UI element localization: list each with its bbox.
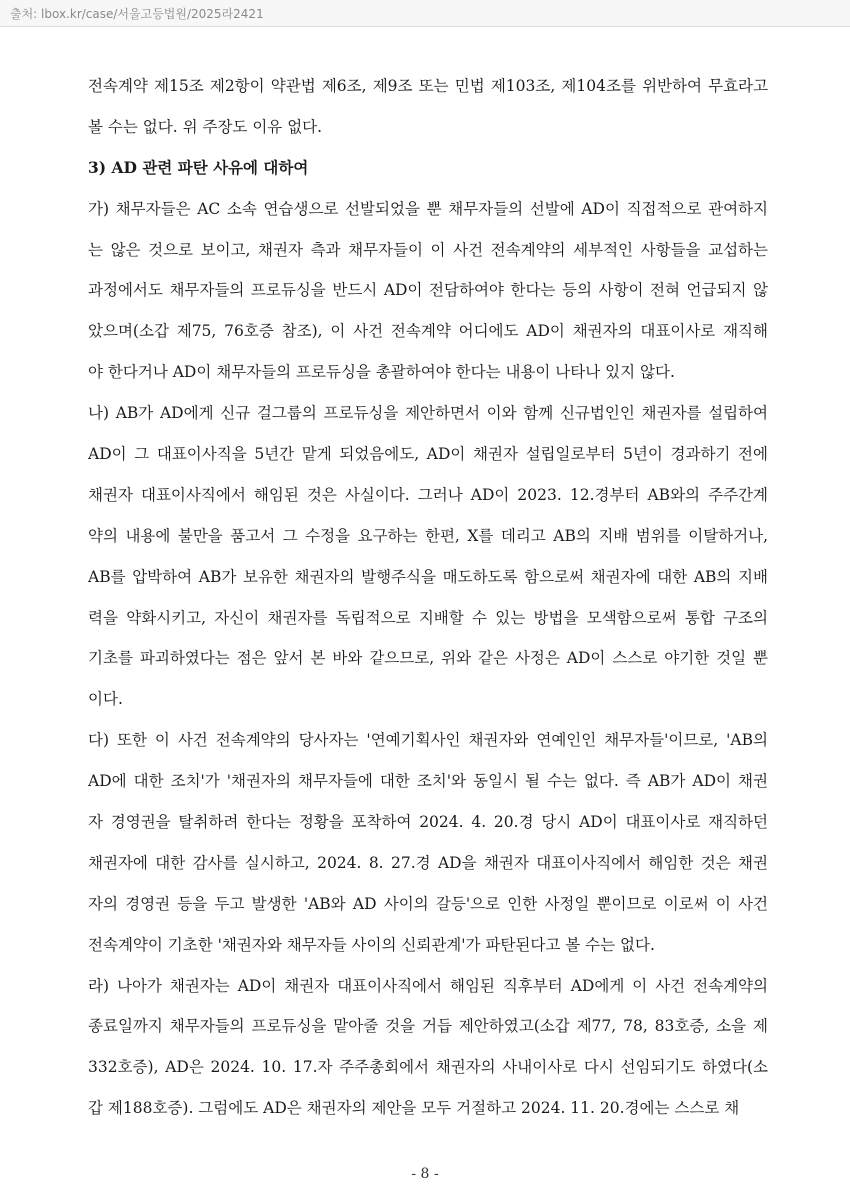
text-line: 종료일까지 채무자들의 프로듀싱을 맡아줄 것을 거듭 제안하였고(소갑 제77, 78, 83호증, 소을 제	[88, 1017, 768, 1036]
text-line: 과정에서도 채무자들의 프로듀싱을 반드시 AD이 전담하여야 한다는 등의 사항이 전혀 언급되지 않	[88, 281, 768, 300]
text-line: 는 않은 것으로 보이고, 채권자 측과 채무자들이 이 사건 전속계약의 세부적인 사항들을 교섭하는	[88, 240, 768, 259]
source-header	[0, 0, 850, 27]
text-line: 력을 약화시키고, 자신이 채권자를 독립적으로 지배할 수 있는 방법을 모색함으로써 통합 구조의	[88, 608, 768, 627]
text-line: 갑 제188호증). 그럼에도 AD은 채권자의 제안을 모두 거절하고 2024. 11. 20.경에는 스스로 채	[88, 1099, 740, 1118]
paragraph	[88, 726, 768, 971]
source-citation: 출처: lbox.kr/case/서울고등법원/2025라2421	[10, 7, 264, 21]
paragraph	[88, 72, 768, 154]
text-line: 약의 내용에 불만을 품고서 그 수정을 요구하는 한편, X를 데리고 AB의 지배 범위를 이탈하거나,	[88, 526, 768, 545]
text-line: 이다.	[88, 690, 123, 709]
page-number: - 8 -	[411, 1166, 439, 1182]
text-line: 332호증), AD은 2024. 10. 17.자 주주총회에서 채권자의 사내이사로 다시 선임되기도 하였다(소	[88, 1058, 768, 1077]
text-line: AD이 그 대표이사직을 5년간 맡게 되었음에도, AD이 채권자 설립일로부터 5년이 경과하기 전에	[88, 445, 768, 464]
section-heading: 3) AD 관련 파탄 사유에 대하여	[88, 157, 309, 177]
text-line: 았으며(소갑 제75, 76호증 참조), 이 사건 전속계약 어디에도 AD이 채권자의 대표이사로 재직해	[88, 322, 768, 341]
text-line: 자의 경영권 등을 두고 발생한 'AB와 AD 사이의 갈등'으로 인한 사정일 뿐이므로 이로써 이 사건	[88, 894, 768, 913]
text-line: 채권자에 대한 감사를 실시하고, 2024. 8. 27.경 AD을 채권자 대표이사직에서 해임한 것은 채권	[88, 853, 768, 872]
text-line: 라) 나아가 채권자는 AD이 채권자 대표이사직에서 해임된 직후부터 AD에게 이 사건 전속계약의	[88, 976, 768, 995]
text-line: AB를 압박하여 AB가 보유한 채권자의 발행주식을 매도하도록 함으로써 채권자에 대한 AB의 지배	[88, 567, 768, 586]
text-line: 볼 수는 없다. 위 주장도 이유 없다.	[88, 117, 323, 136]
text-line: 전속계약이 기초한 '채권자와 채무자들 사이의 신뢰관계'가 파탄된다고 볼 수는 없다.	[88, 935, 655, 954]
paragraph	[88, 399, 768, 726]
text-line: 가) 채무자들은 AC 소속 연습생으로 선발되었을 뿐 채무자들의 선발에 AD이 직접적으로 관여하지	[88, 199, 768, 218]
text-line: AD에 대한 조치'가 '채권자의 채무자들에 대한 조치'와 동일시 될 수는 없다. 즉 AB가 AD이 채권	[88, 772, 768, 791]
text-line: 야 한다거나 AD이 채무자들의 프로듀싱을 총괄하여야 한다는 내용이 나타나 있지 않다.	[88, 363, 675, 382]
text-line: 나) AB가 AD에게 신규 걸그룹의 프로듀싱을 제안하면서 이와 함께 신규법인인 채권자를 설립하여	[88, 404, 768, 423]
text-line: 채권자 대표이사직에서 해임된 것은 사실이다. 그러나 AD이 2023. 12.경부터 AB와의 주주간계	[88, 485, 768, 504]
document-body	[88, 72, 768, 1135]
text-line: 기초를 파괴하였다는 점은 앞서 본 바와 같으므로, 위와 같은 사정은 AD이 스스로 야기한 것일 뿐	[88, 649, 768, 668]
paragraph	[88, 972, 768, 1136]
text-line: 전속계약 제15조 제2항이 약관법 제6조, 제9조 또는 민법 제103조, 제104조를 위반하여 무효라고	[88, 77, 768, 95]
paragraph	[88, 195, 768, 399]
text-line: 자 경영권을 탈취하려 한다는 정황을 포착하여 2024. 4. 20.경 당시 AD이 대표이사로 재직하던	[88, 813, 768, 832]
text-line: 다) 또한 이 사건 전속계약의 당사자는 '연예기획사인 채권자와 연예인인 채무자들'이므로, 'AB의	[88, 731, 768, 750]
